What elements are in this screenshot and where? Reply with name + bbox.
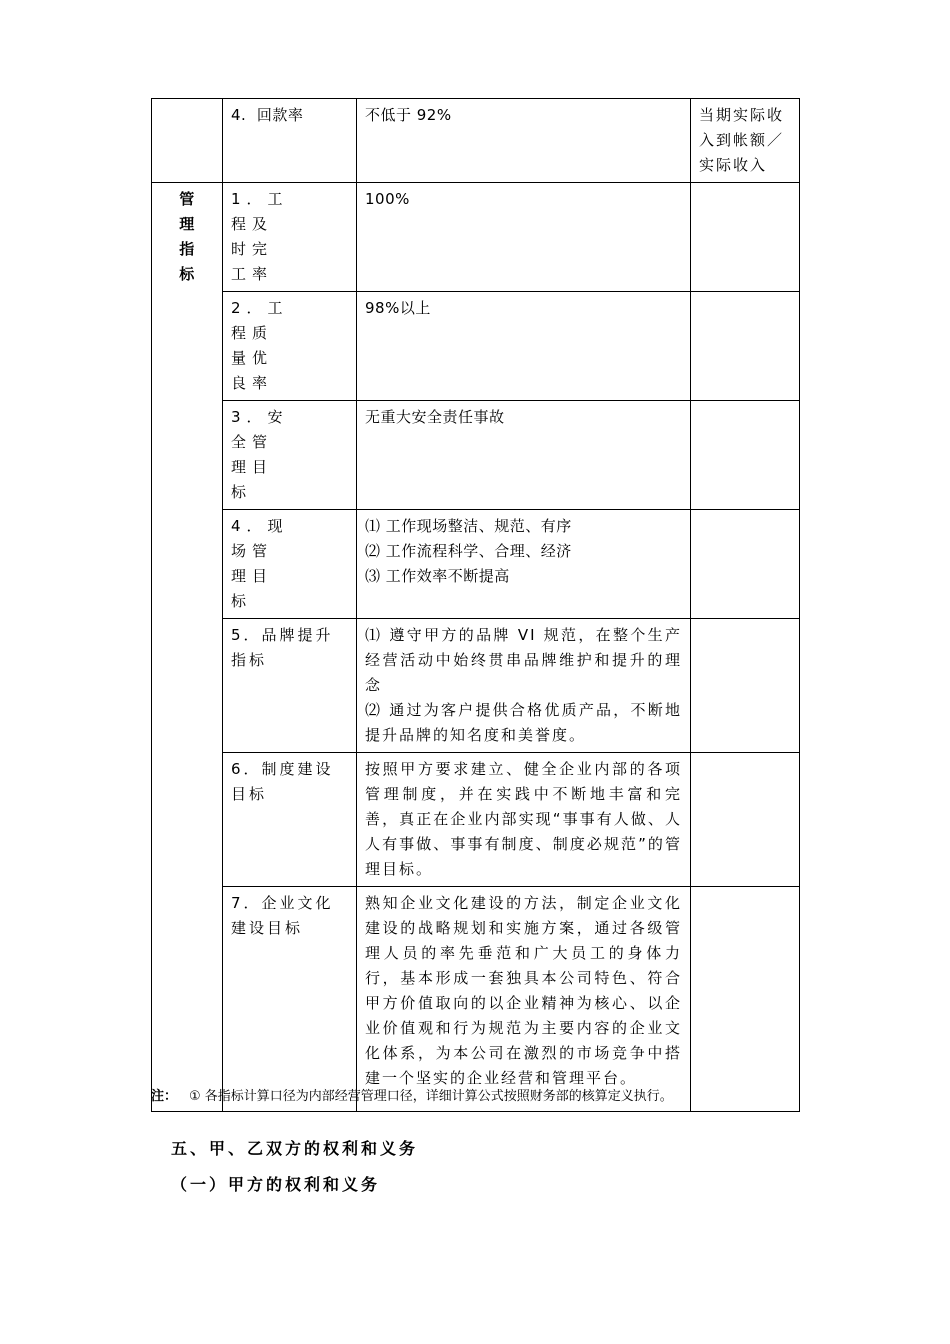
target-cell: 不低于 92% [357, 99, 691, 183]
item-cell [223, 510, 357, 619]
item-line: 标 [231, 592, 253, 610]
item-cell: 4. 回款率 [223, 99, 357, 183]
table-row [152, 887, 800, 1112]
indicator-table [151, 98, 800, 1112]
item-line: 理目 [231, 458, 274, 476]
target-cell: 按照甲方要求建立、健全企业内部的各项管理制度，并在实践中不断地丰富和完善，真正在企业内部实现“事事有人做、人人有事做、事事有制度、制度必规范”的管理目标。 [357, 753, 691, 887]
table-row [152, 99, 800, 183]
target-cell: 无重大安全责任事故 [357, 401, 691, 510]
table-row [152, 292, 800, 401]
target-cell: 100% [357, 183, 691, 292]
item-line: 量优 [231, 349, 274, 367]
category-char: 理 [179, 215, 195, 233]
formula-cell [691, 619, 800, 753]
table-row [152, 753, 800, 887]
formula-cell: 当期实际收入到帐额／实际收入 [691, 99, 800, 183]
target-line: ⑵ 通过为客户提供合格优质产品，不断地提升品牌的知名度和美誉度。 [365, 701, 682, 744]
formula-cell [691, 887, 800, 1112]
category-cell-empty [152, 99, 223, 183]
item-line: 4．现 [231, 517, 289, 535]
category-cell-management [152, 183, 223, 1112]
target-cell: 熟知企业文化建设的方法，制定企业文化建设的战略规划和实施方案，通过各级管理人员的率先垂范和广大员工的身体力行，基本形成一套独具本公司特色、符合甲方价值取向的以企业精神为核心、以企业价值观和行为规范为主要内容的企业文化体系，为本公司在激烈的市场竞争中搭建一个坚实的企业经营和管理平台。 [357, 887, 691, 1112]
item-line: 良率 [231, 374, 274, 392]
table-row [152, 619, 800, 753]
formula-cell [691, 401, 800, 510]
formula-cell [691, 183, 800, 292]
item-line: 3．安 [231, 408, 289, 426]
item-line: 1．工 [231, 190, 289, 208]
category-char: 标 [179, 265, 195, 283]
target-line: ⑶ 工作效率不断提高 [365, 567, 510, 585]
item-line: 工率 [231, 265, 274, 283]
footnote-text: ① 各指标计算口径为内部经营管理口径，详细计算公式按照财务部的核算定义执行。 [189, 1089, 673, 1104]
table-row [152, 401, 800, 510]
item-cell: 6．制度建设目标 [223, 753, 357, 887]
item-cell [223, 401, 357, 510]
item-cell: 5．品牌提升指标 [223, 619, 357, 753]
item-line: 场管 [231, 542, 274, 560]
category-char: 管 [179, 190, 195, 208]
item-line: 2．工 [231, 299, 289, 317]
table-row [152, 183, 800, 292]
formula-cell [691, 292, 800, 401]
target-line: ⑴ 工作现场整洁、规范、有序 [365, 517, 572, 535]
item-line: 标 [231, 483, 253, 501]
item-line: 程质 [231, 324, 274, 342]
section-heading: 五、甲、乙双方的权利和义务 [171, 1139, 419, 1158]
table-row [152, 510, 800, 619]
item-line: 时完 [231, 240, 274, 258]
item-cell: 7．企业文化建设目标 [223, 887, 357, 1112]
item-cell [223, 183, 357, 292]
target-cell: 98%以上 [357, 292, 691, 401]
formula-cell [691, 753, 800, 887]
item-line: 全管 [231, 433, 274, 451]
target-line: ⑴ 遵守甲方的品牌 VI 规范，在整个生产经营活动中始终贯串品牌维护和提升的理念 [365, 626, 682, 694]
item-line: 程及 [231, 215, 274, 233]
subsection-heading: （一）甲方的权利和义务 [171, 1175, 381, 1194]
target-line: ⑵ 工作流程科学、合理、经济 [365, 542, 572, 560]
formula-cell [691, 510, 800, 619]
footnote [151, 1085, 673, 1104]
footnote-label: 注： [151, 1089, 178, 1104]
item-cell [223, 292, 357, 401]
target-cell [357, 619, 691, 753]
item-line: 理目 [231, 567, 274, 585]
category-char: 指 [179, 240, 195, 258]
target-cell [357, 510, 691, 619]
